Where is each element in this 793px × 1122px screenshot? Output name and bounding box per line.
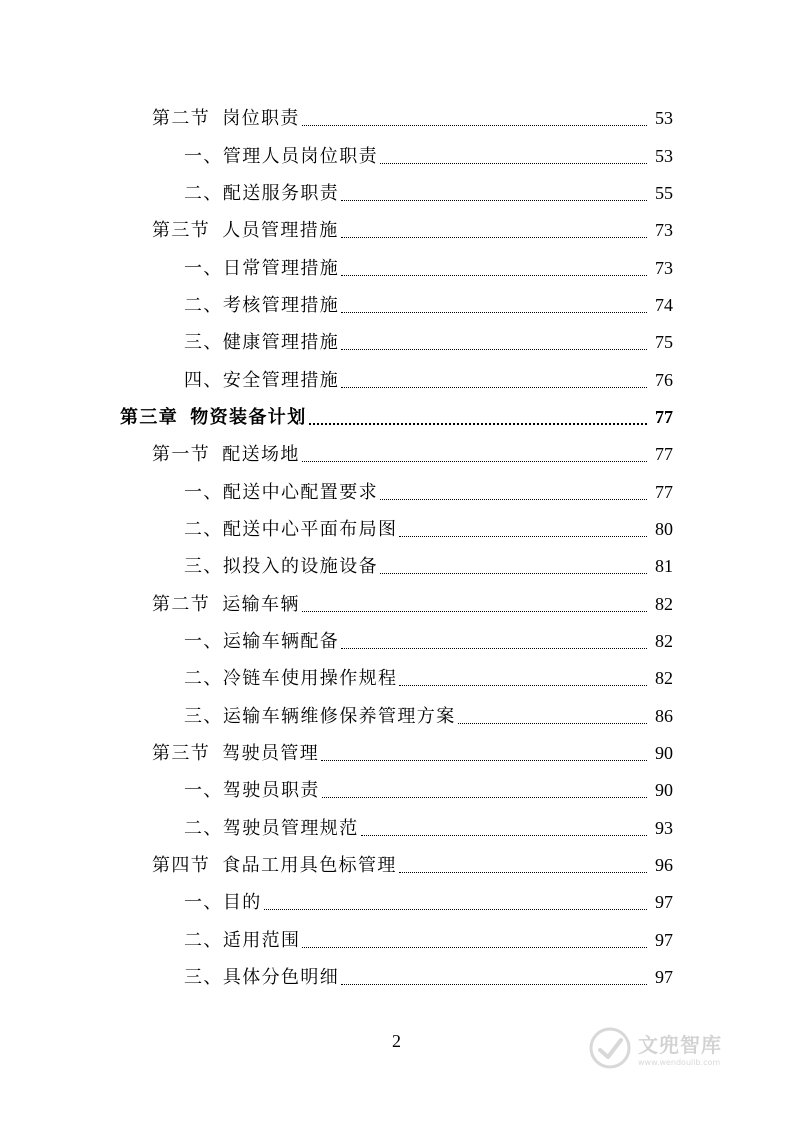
toc-entry-title: 冷链车使用操作规程 xyxy=(222,668,398,690)
toc-page-number: 73 xyxy=(655,220,673,241)
toc-dot-leader xyxy=(341,984,647,985)
toc-entry-title: 具体分色明细 xyxy=(222,967,340,989)
toc-dot-leader xyxy=(341,312,647,313)
toc-section-row[interactable] xyxy=(0,847,793,884)
toc-entry-number: 一、 xyxy=(184,257,223,279)
toc-page-number: 77 xyxy=(655,444,673,465)
toc-item-row[interactable] xyxy=(0,922,793,959)
toc-entry-text xyxy=(184,884,262,921)
toc-entry-title: 运输车辆维修保养管理方案 xyxy=(222,705,456,727)
toc-item-row[interactable] xyxy=(0,623,793,660)
toc-dot-leader xyxy=(399,536,647,537)
toc-entry-text xyxy=(184,959,339,996)
toc-entry-text xyxy=(152,212,339,249)
toc-page-number: 53 xyxy=(655,108,673,129)
toc-entry-number: 三、 xyxy=(184,967,223,989)
toc-item-row[interactable] xyxy=(0,884,793,921)
toc-dot-leader xyxy=(341,387,647,388)
toc-page-number: 81 xyxy=(655,556,673,577)
toc-entry-number: 第三节 xyxy=(152,220,211,242)
toc-entry-number: 第三节 xyxy=(152,743,211,765)
toc-item-row[interactable] xyxy=(0,772,793,809)
toc-page-number: 75 xyxy=(655,332,673,353)
toc-item-row[interactable] xyxy=(0,287,793,324)
toc-page-number: 90 xyxy=(655,743,673,764)
toc-item-row[interactable] xyxy=(0,137,793,174)
toc-section-row[interactable] xyxy=(0,436,793,473)
watermark-title: 文兜智库 xyxy=(638,1033,722,1057)
toc-page-number: 77 xyxy=(655,481,673,502)
toc-entry-title: 配送中心配置要求 xyxy=(222,481,379,503)
toc-dot-leader xyxy=(341,237,647,238)
toc-page-number: 97 xyxy=(655,892,673,913)
toc-entry-number: 三、 xyxy=(184,332,223,354)
toc-entry-title: 驾驶员管理 xyxy=(222,743,320,765)
toc-dot-leader xyxy=(341,275,647,276)
toc-dot-leader xyxy=(321,760,647,761)
toc-section-row[interactable] xyxy=(0,100,793,137)
toc-dot-leader xyxy=(380,499,647,500)
toc-page-number: 74 xyxy=(655,294,673,315)
toc-entry-text xyxy=(152,436,300,473)
toc-entry-number: 四、 xyxy=(184,369,223,391)
toc-chapter-row[interactable] xyxy=(0,399,793,436)
toc-entry-number: 一、 xyxy=(184,780,223,802)
toc-section-row[interactable] xyxy=(0,585,793,622)
toc-entry-number: 一、 xyxy=(184,481,223,503)
toc-page-number: 97 xyxy=(655,967,673,988)
toc-dot-leader xyxy=(458,723,647,724)
toc-entry-title: 配送服务职责 xyxy=(222,182,340,204)
toc-dot-leader xyxy=(302,461,647,462)
toc-item-row[interactable] xyxy=(0,249,793,286)
toc-page-number: 55 xyxy=(655,182,673,203)
toc-entry-title: 健康管理措施 xyxy=(222,332,340,354)
toc-dot-leader xyxy=(264,909,647,910)
toc-page-number: 80 xyxy=(655,518,673,539)
toc-entry-title: 适用范围 xyxy=(222,929,301,951)
toc-entry-text xyxy=(120,399,307,436)
toc-page-number: 82 xyxy=(655,668,673,689)
toc-entry-number: 二、 xyxy=(184,668,223,690)
toc-entry-text xyxy=(184,660,397,697)
toc-dot-leader xyxy=(399,685,647,686)
toc-entry-title: 考核管理措施 xyxy=(222,294,340,316)
toc-dot-leader xyxy=(322,797,647,798)
toc-entry-title: 运输车辆配备 xyxy=(222,630,340,652)
toc-section-row[interactable] xyxy=(0,735,793,772)
toc-page-number: 86 xyxy=(655,705,673,726)
toc-dot-leader xyxy=(302,125,647,126)
toc-entry-title: 驾驶员管理规范 xyxy=(222,817,359,839)
watermark-url: www.wendoulib.com xyxy=(638,1058,721,1067)
toc-dot-leader xyxy=(341,349,647,350)
toc-page-number: 97 xyxy=(655,929,673,950)
toc-entry-text xyxy=(184,511,397,548)
toc-item-row[interactable] xyxy=(0,548,793,585)
toc-entry-text xyxy=(152,847,397,884)
toc-entry-number: 三、 xyxy=(184,705,223,727)
toc-entry-text xyxy=(152,100,300,137)
toc-entry-title: 管理人员岗位职责 xyxy=(222,145,379,167)
toc-item-row[interactable] xyxy=(0,698,793,735)
watermark-logo-icon xyxy=(588,1026,632,1070)
toc-entry-number: 二、 xyxy=(184,817,223,839)
page-number: 2 xyxy=(392,1031,401,1051)
toc-entry-title: 配送场地 xyxy=(222,444,300,466)
toc-entry-number: 二、 xyxy=(184,929,223,951)
toc-page-number: 96 xyxy=(655,855,673,876)
toc-entry-number: 二、 xyxy=(184,182,223,204)
toc-page-number: 82 xyxy=(655,630,673,651)
toc-entry-text xyxy=(184,623,339,660)
toc-entry-title: 日常管理措施 xyxy=(222,257,340,279)
toc-dot-leader xyxy=(399,872,647,873)
toc-entry-number: 第二节 xyxy=(152,593,211,615)
toc-entry-number: 第一节 xyxy=(152,444,211,466)
toc-item-row[interactable] xyxy=(0,810,793,847)
toc-entry-text xyxy=(184,772,320,809)
toc-entry-text xyxy=(184,324,339,361)
toc-entry-text xyxy=(184,138,378,175)
toc-entry-title: 驾驶员职责 xyxy=(222,780,320,802)
toc-entry-title: 运输车辆 xyxy=(222,593,300,615)
toc-item-row[interactable] xyxy=(0,175,793,212)
toc-entry-text xyxy=(184,287,339,324)
table-of-contents xyxy=(0,100,793,996)
toc-entry-text xyxy=(184,698,456,735)
toc-entry-title: 目的 xyxy=(222,892,262,914)
toc-entry-text xyxy=(184,810,359,847)
toc-entry-text xyxy=(152,586,300,623)
toc-dot-leader xyxy=(380,163,647,164)
toc-entry-text xyxy=(184,474,378,511)
toc-entry-number: 一、 xyxy=(184,145,223,167)
toc-item-row[interactable] xyxy=(0,959,793,996)
toc-page-number: 77 xyxy=(655,406,673,427)
toc-entry-title: 人员管理措施 xyxy=(222,220,339,242)
toc-page-number: 53 xyxy=(655,145,673,166)
toc-page-number: 93 xyxy=(655,817,673,838)
toc-page-number: 76 xyxy=(655,369,673,390)
toc-dot-leader xyxy=(341,648,647,649)
toc-dot-leader xyxy=(302,947,647,948)
toc-entry-title: 配送中心平面布局图 xyxy=(222,518,398,540)
toc-dot-leader xyxy=(341,200,647,201)
toc-entry-text xyxy=(152,735,319,772)
toc-entry-number: 二、 xyxy=(184,518,223,540)
toc-item-row[interactable] xyxy=(0,511,793,548)
toc-entry-text xyxy=(184,362,339,399)
toc-item-row[interactable] xyxy=(0,361,793,398)
toc-page-number: 73 xyxy=(655,257,673,278)
toc-page-number: 82 xyxy=(655,593,673,614)
toc-section-row[interactable] xyxy=(0,212,793,249)
toc-entry-title: 拟投入的设施设备 xyxy=(222,556,379,578)
toc-item-row[interactable] xyxy=(0,473,793,510)
toc-entry-title: 安全管理措施 xyxy=(222,369,340,391)
toc-entry-number: 三、 xyxy=(184,556,223,578)
toc-entry-number: 一、 xyxy=(184,892,223,914)
toc-dot-leader xyxy=(302,611,647,612)
toc-entry-text xyxy=(184,175,339,212)
toc-entry-title: 岗位职责 xyxy=(222,108,300,130)
toc-item-row[interactable] xyxy=(0,660,793,697)
toc-entry-text xyxy=(184,250,339,287)
toc-entry-title: 食品工用具色标管理 xyxy=(222,855,397,877)
toc-entry-number: 一、 xyxy=(184,630,223,652)
toc-dot-leader xyxy=(380,573,647,574)
toc-entry-title: 物资装备计划 xyxy=(190,406,307,428)
watermark xyxy=(588,1018,778,1078)
toc-item-row[interactable] xyxy=(0,324,793,361)
toc-entry-number: 二、 xyxy=(184,294,223,316)
toc-entry-number: 第三章 xyxy=(120,406,179,428)
toc-entry-text xyxy=(184,548,378,585)
toc-dot-leader xyxy=(309,423,647,425)
toc-dot-leader xyxy=(361,835,647,836)
toc-entry-number: 第二节 xyxy=(152,108,211,130)
toc-page-number: 90 xyxy=(655,780,673,801)
toc-entry-number: 第四节 xyxy=(152,855,211,877)
toc-entry-text xyxy=(184,922,300,959)
